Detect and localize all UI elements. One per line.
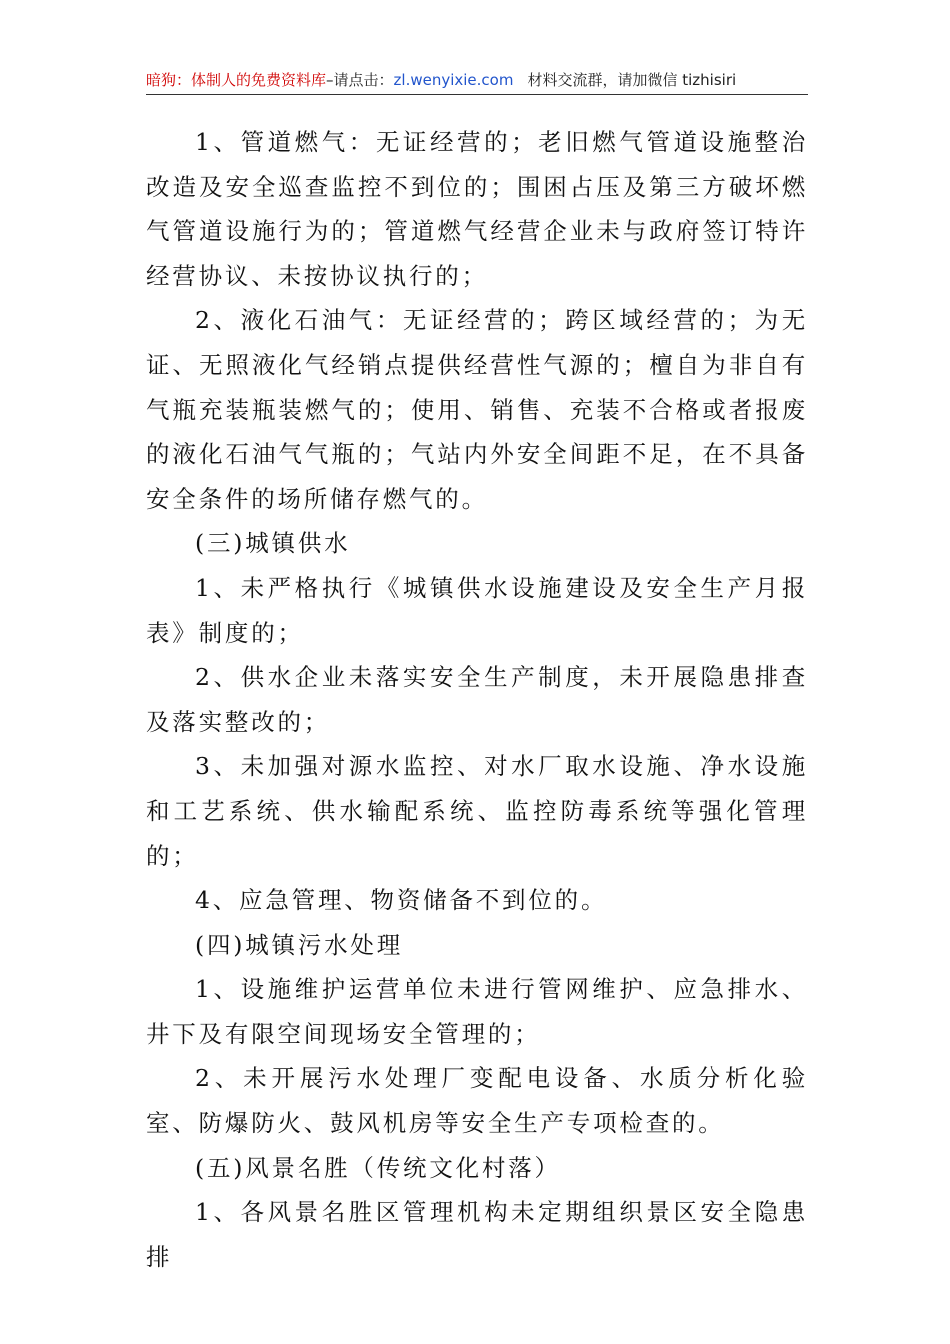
- header-prompt: –请点击：: [326, 71, 394, 89]
- paragraph: 1、各风景名胜区管理机构未定期组织景区安全隐患排: [146, 1198, 808, 1271]
- paragraph: 1、管道燃气：无证经营的；老旧燃气管道设施整治改造及安全巡查监控不到位的；围困占压及第三方破坏燃气管道设施行为的；管道燃气经营企业未与政府签订特许经营协议、未按协议执行的；: [146, 128, 808, 290]
- paragraph: 1、设施维护运营单位未进行管网维护、应急排水、井下及有限空间现场安全管理的；: [146, 975, 808, 1048]
- paragraph: 2、液化石油气：无证经营的；跨区域经营的；为无证、无照液化气经销点提供经营性气源的；檀自为非自有气瓶充装瓶装燃气的；使用、销售、充装不合格或者报废的液化石油气气瓶的；气站内外安全间距不足，在不具备安全条件的场所储存燃气的。: [146, 306, 808, 513]
- paragraph: 2、未开展污水处理厂变配电设备、水质分析化验室、防爆防火、鼓风机房等安全生产专项检查的。: [146, 1064, 808, 1138]
- section-heading: (五)风景名胜（传统文化村落）: [195, 1153, 561, 1182]
- document-body: [146, 120, 808, 1279]
- paragraph: 3、未加强对源水监控、对水厂取水设施、净水设施和工艺系统、供水输配系统、监控防毒系统等强化管理的；: [146, 752, 808, 870]
- header-group-note: 材料交流群，请加微信 tizhisiri: [527, 71, 737, 89]
- header-site-name: 暗狗：体制人的免费资料库: [146, 71, 327, 89]
- paragraph: 4、应急管理、物资储备不到位的。: [195, 886, 608, 915]
- section-heading: (三)城镇供水: [195, 529, 351, 558]
- header-url-link[interactable]: zl.wenyixie.com: [393, 71, 514, 89]
- section-heading: (四)城镇污水处理: [195, 930, 404, 959]
- page-header: [146, 66, 808, 95]
- paragraph: 1、未严格执行《城镇供水设施建设及安全生产月报表》制度的；: [146, 573, 808, 647]
- paragraph: 2、供水企业未落实安全生产制度，未开展隐患排查及落实整改的；: [146, 663, 808, 736]
